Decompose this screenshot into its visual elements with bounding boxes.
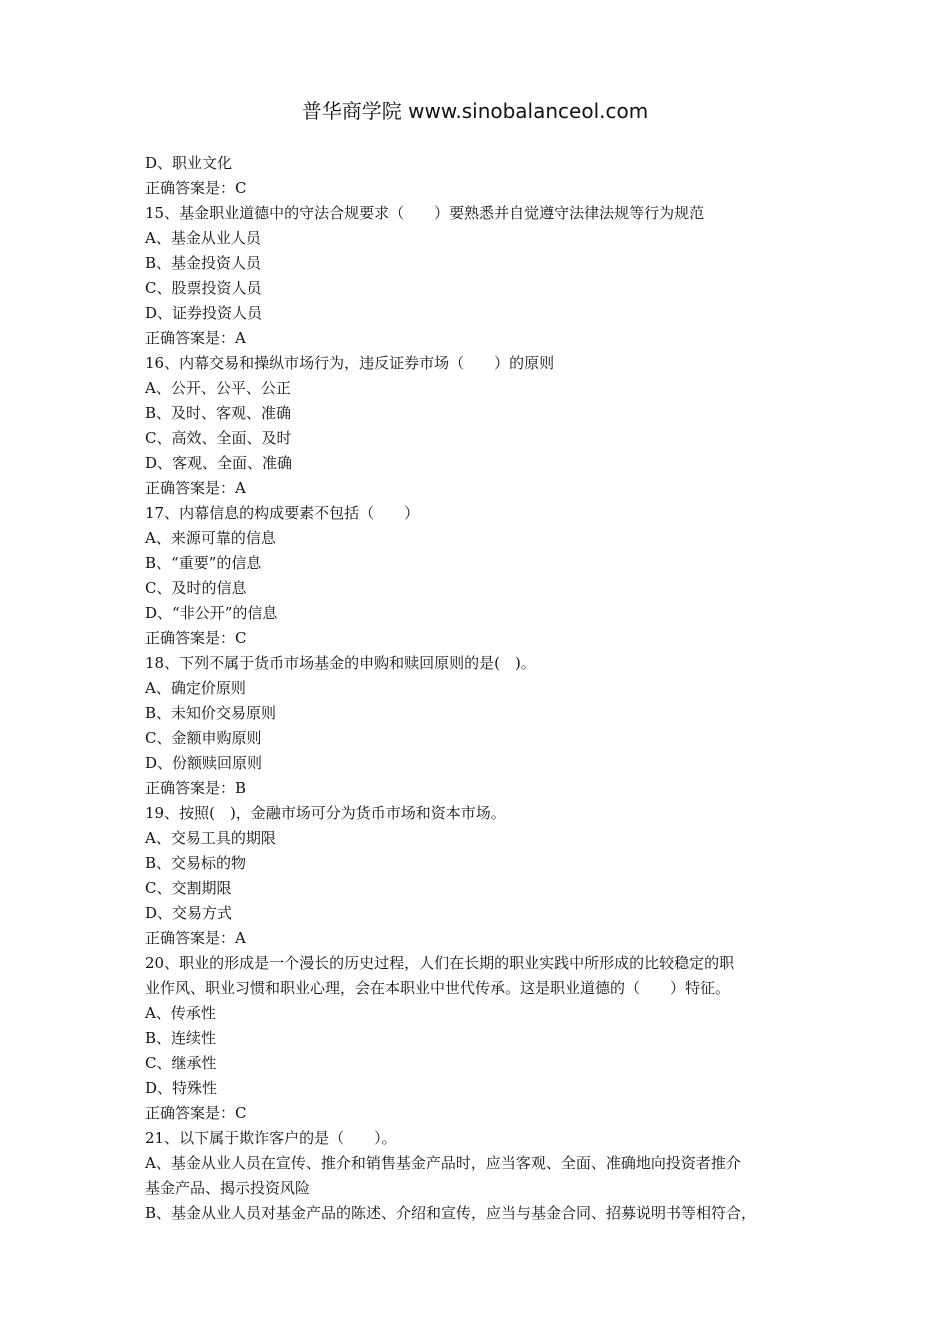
text-line: 18、下列不属于货币市场基金的申购和赎回原则的是( )。 [145, 654, 536, 672]
text-line: D、份额赎回原则 [145, 754, 263, 772]
text-line: 20、职业的形成是一个漫长的历史过程，人们在长期的职业实践中所形成的比较稳定的职 [145, 954, 735, 972]
text-line: 基金产品、揭示投资风险 [145, 1179, 311, 1197]
text-line: 15、基金职业道德中的守法合规要求（ ）要熟悉并自觉遵守法律法规等行为规范 [145, 204, 705, 222]
text-line: 正确答案是：A [145, 929, 246, 947]
document-body [145, 151, 815, 1226]
text-line: D、职业文化 [145, 154, 233, 172]
text-line: A、确定价原则 [145, 679, 246, 697]
text-line: 正确答案是：A [145, 479, 246, 497]
text-line: D、“非公开”的信息 [145, 604, 278, 622]
text-line: 正确答案是：C [145, 629, 247, 647]
text-line: 正确答案是：C [145, 1104, 247, 1122]
text-line: C、金额申购原则 [145, 729, 262, 747]
text-line: 正确答案是：A [145, 329, 246, 347]
text-line: B、“重要”的信息 [145, 554, 262, 572]
text-line: C、及时的信息 [145, 579, 247, 597]
text-line: 正确答案是：B [145, 779, 247, 797]
text-line: B、基金从业人员对基金产品的陈述、介绍和宣传，应当与基金合同、招募说明书等相符合， [145, 1204, 757, 1222]
text-line: 21、以下属于欺诈客户的是（ ）。 [145, 1129, 397, 1147]
text-line: 业作风、职业习惯和职业心理，会在本职业中世代传承。这是职业道德的（ ）特征。 [145, 979, 731, 997]
text-line: B、连续性 [145, 1029, 217, 1047]
text-line: C、继承性 [145, 1054, 217, 1072]
text-line: B、基金投资人员 [145, 254, 262, 272]
text-line: A、来源可靠的信息 [145, 529, 276, 547]
text-line: D、交易方式 [145, 904, 233, 922]
text-line: 正确答案是：C [145, 179, 247, 197]
text-line: A、基金从业人员在宣传、推介和销售基金产品时，应当客观、全面、准确地向投资者推介 [145, 1154, 741, 1172]
text-line: B、及时、客观、准确 [145, 404, 292, 422]
text-line: A、交易工具的期限 [145, 829, 276, 847]
text-line: A、公开、公平、公正 [145, 379, 291, 397]
text-line: C、股票投资人员 [145, 279, 262, 297]
text-line: D、证券投资人员 [145, 304, 263, 322]
page-header: 普华商学院 www.sinobalanceol.com [301, 99, 649, 123]
text-line: 19、按照( )，金融市场可分为货币市场和资本市场。 [145, 804, 506, 822]
text-line: B、未知价交易原则 [145, 704, 277, 722]
text-line: 16、内幕交易和操纵市场行为，违反证券市场（ ）的原则 [145, 354, 555, 372]
text-line: D、客观、全面、准确 [145, 454, 293, 472]
text-line: A、传承性 [145, 1004, 216, 1022]
text-line: D、特殊性 [145, 1079, 218, 1097]
text-line: C、高效、全面、及时 [145, 429, 292, 447]
text-line: C、交割期限 [145, 879, 232, 897]
text-line: B、交易标的物 [145, 854, 247, 872]
text-line: A、基金从业人员 [145, 229, 261, 247]
text-line: 17、内幕信息的构成要素不包括（ ） [145, 504, 420, 522]
